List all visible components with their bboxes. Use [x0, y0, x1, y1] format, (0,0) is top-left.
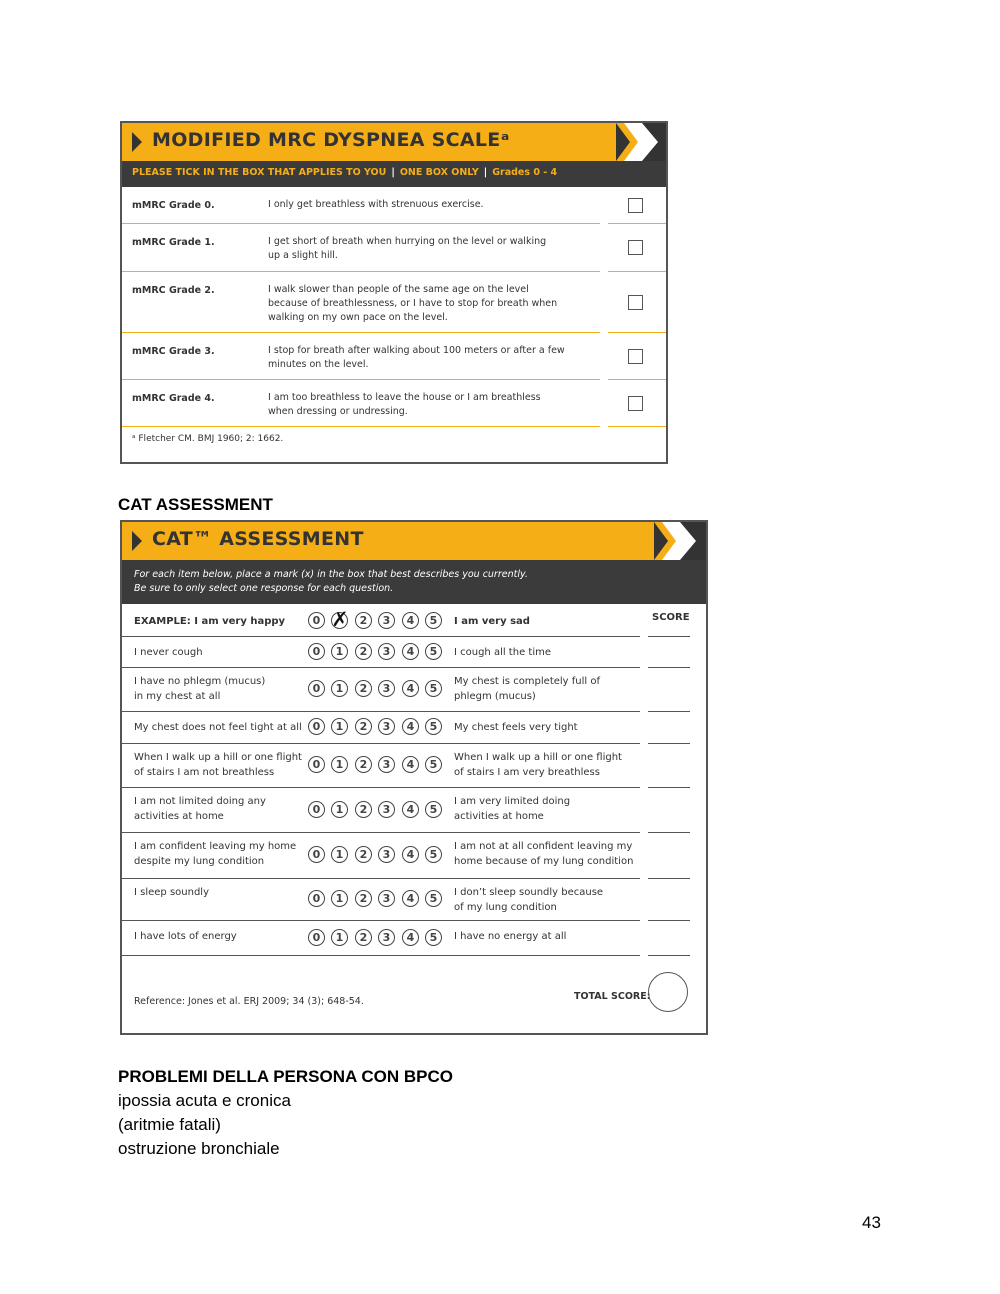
response-option-number: 3	[382, 720, 391, 733]
response-option-1[interactable]	[331, 846, 348, 863]
response-option-3[interactable]	[378, 643, 395, 660]
cat-item-row	[122, 712, 706, 744]
response-option-1[interactable]	[331, 680, 348, 697]
response-option-number: 2	[359, 930, 368, 944]
cat-left-statement: When I walk up a hill or one flight of stairs I am not breathless	[134, 752, 302, 778]
response-option-number: 1	[335, 848, 344, 861]
response-option-number: 3	[382, 613, 391, 627]
response-option-4[interactable]	[402, 718, 419, 735]
cat-item-row	[122, 879, 706, 921]
cat-response-scale	[308, 846, 448, 866]
response-option-1[interactable]	[331, 801, 348, 818]
response-option-4[interactable]	[402, 890, 419, 907]
response-option-0[interactable]	[308, 680, 325, 697]
mrc-title: MODIFIED MRC DYSPNEA SCALEᵃ	[152, 129, 510, 151]
cat-reference: Reference: Jones et al. ERJ 2009; 34 (3); 648-54.	[134, 996, 364, 1007]
response-option-number: 1	[335, 892, 344, 905]
response-option-0[interactable]	[308, 612, 325, 629]
response-option-number: 5	[429, 644, 438, 658]
cat-response-scale	[308, 756, 448, 776]
response-option-number: 1	[335, 930, 344, 944]
response-option-1[interactable]	[331, 929, 348, 946]
cat-response-scale	[308, 929, 448, 949]
mrc-footnote: ᵃ Fletcher CM. BMJ 1960; 2: 1662.	[132, 434, 284, 444]
cat-response-scale	[308, 718, 448, 738]
mrc-grade-description: I walk slower than people of the same age on the level because of breathlessness, or I have to stop for breath when walking on my own pace on the level.	[268, 284, 558, 323]
cat-title: CAT™ ASSESSMENT	[152, 528, 364, 550]
cat-right-statement: My chest is completely full of phlegm (mucus)	[454, 676, 601, 702]
response-option-number: 0	[312, 848, 321, 861]
cat-response-scale	[308, 680, 448, 700]
mrc-grade-label: mMRC Grade 2.	[132, 285, 215, 296]
score-header: SCORE	[652, 612, 690, 623]
response-option-number: 0	[312, 720, 321, 733]
response-option-3[interactable]	[378, 890, 395, 907]
mrc-row	[122, 187, 666, 224]
instruction-part-1: PLEASE TICK IN THE BOX THAT APPLIES TO YOU	[132, 167, 387, 178]
response-option-4[interactable]	[402, 846, 419, 863]
cat-right-statement: I am very limited doing activities at home	[454, 796, 571, 822]
response-option-0[interactable]	[308, 718, 325, 735]
response-option-2[interactable]	[355, 612, 372, 629]
cat-right-statement: I cough all the time	[454, 647, 551, 658]
response-option-number: 2	[359, 758, 368, 771]
chevron-icon	[616, 123, 666, 161]
response-option-0[interactable]	[308, 890, 325, 907]
response-option-4[interactable]	[402, 756, 419, 773]
cat-instruction-bar	[122, 560, 706, 604]
cat-left-statement: EXAMPLE: I am very happy	[134, 616, 286, 627]
response-option-3[interactable]	[378, 718, 395, 735]
cat-left-statement: I sleep soundly	[134, 887, 209, 898]
response-option-2[interactable]	[355, 890, 372, 907]
row-divider	[122, 955, 640, 956]
response-option-number: 1	[335, 802, 344, 816]
response-option-4[interactable]	[402, 929, 419, 946]
response-option-2[interactable]	[355, 756, 372, 773]
section-line: ipossia acuta e cronica	[118, 1091, 291, 1110]
response-option-number: 3	[382, 930, 391, 944]
response-option-3[interactable]	[378, 756, 395, 773]
response-option-2[interactable]	[355, 846, 372, 863]
mrc-grade-label: mMRC Grade 1.	[132, 237, 215, 248]
response-option-5[interactable]	[425, 801, 442, 818]
cat-item-row	[122, 833, 706, 879]
cat-item-row	[122, 668, 706, 712]
x-mark-icon: ✗	[331, 606, 349, 631]
score-field[interactable]	[648, 955, 690, 956]
response-option-number: 0	[312, 892, 321, 905]
mrc-dyspnea-scale-card	[120, 121, 668, 464]
response-option-number: 4	[406, 802, 415, 816]
response-option-0[interactable]	[308, 846, 325, 863]
response-option-number: 5	[429, 930, 438, 944]
response-option-number: 4	[406, 848, 415, 861]
response-option-number: 0	[312, 613, 321, 627]
response-option-5[interactable]	[425, 643, 442, 660]
response-option-4[interactable]	[402, 643, 419, 660]
response-option-2[interactable]	[355, 643, 372, 660]
cat-instruction-1: For each item below, place a mark (x) in the box that best describes you currently.	[134, 569, 528, 580]
response-option-3[interactable]	[378, 929, 395, 946]
cat-right-statement: My chest feels very tight	[454, 722, 578, 733]
mrc-row	[122, 380, 666, 427]
response-option-number: 4	[406, 644, 415, 658]
response-option-number: 4	[406, 930, 415, 944]
cat-left-statement: I am confident leaving my home despite my lung condition	[134, 841, 297, 867]
instruction-part-2: ONE BOX ONLY	[399, 167, 479, 178]
mrc-grade-description: I get short of breath when hurrying on the level or walking up a slight hill.	[268, 236, 547, 261]
cat-heading: CAT ASSESSMENT	[118, 495, 273, 514]
response-option-number: 4	[406, 720, 415, 733]
cat-right-statement: I don’t sleep soundly because of my lung condition	[454, 887, 604, 913]
mrc-grade-checkbox[interactable]	[628, 295, 643, 310]
response-option-1[interactable]	[331, 718, 348, 735]
section-heading: PROBLEMI DELLA PERSONA CON BPCO	[118, 1067, 453, 1086]
response-option-number: 2	[359, 682, 368, 695]
response-option-number: 4	[406, 892, 415, 905]
response-option-number: 0	[312, 644, 321, 658]
cat-item-row	[122, 637, 706, 668]
mrc-grade-label: mMRC Grade 4.	[132, 393, 215, 404]
cat-left-statement: I have no phlegm (mucus) in my chest at all	[134, 676, 266, 702]
response-option-number: 1	[335, 720, 344, 733]
response-option-2[interactable]	[355, 680, 372, 697]
response-option-3[interactable]	[378, 612, 395, 629]
response-option-number: 2	[359, 644, 368, 658]
mrc-instruction-bar	[122, 161, 666, 187]
response-option-number: 5	[429, 892, 438, 905]
cat-right-statement: When I walk up a hill or one flight of stairs I am very breathless	[454, 752, 622, 778]
mrc-grade-checkbox[interactable]	[628, 198, 643, 213]
mrc-grade-label: mMRC Grade 0.	[132, 200, 215, 211]
response-option-number: 1	[335, 682, 344, 695]
response-option-5[interactable]	[425, 612, 442, 629]
response-option-number: 5	[429, 758, 438, 771]
cat-right-statement: I am very sad	[454, 616, 530, 627]
mrc-instruction: PLEASE TICK IN THE BOX THAT APPLIES TO YOU | ONE BOX ONLY | Grades 0 - 4	[132, 167, 558, 178]
response-option-number: 0	[312, 758, 321, 771]
cat-response-scale	[308, 643, 448, 663]
response-option-number: 3	[382, 682, 391, 695]
response-option-number: 2	[359, 802, 368, 816]
response-option-2[interactable]	[355, 801, 372, 818]
response-option-4[interactable]	[402, 801, 419, 818]
mrc-grade-checkbox[interactable]	[628, 349, 643, 364]
response-option-number: 0	[312, 930, 321, 944]
mrc-grade-description: I am too breathless to leave the house or I am breathless when dressing or undressing.	[268, 392, 541, 417]
response-option-3[interactable]	[378, 801, 395, 818]
chevron-icon	[654, 522, 706, 560]
cat-instruction-2: Be sure to only select one response for each question.	[134, 583, 394, 594]
section-line: (aritmie fatali)	[118, 1115, 221, 1134]
mrc-grade-checkbox[interactable]	[628, 396, 643, 411]
response-option-5[interactable]	[425, 756, 442, 773]
cat-left-statement: I am not limited doing any activities at home	[134, 796, 266, 822]
response-option-1[interactable]	[331, 643, 348, 660]
response-option-number: 2	[359, 613, 368, 627]
response-option-number: 4	[406, 758, 415, 771]
response-option-number: 4	[406, 613, 415, 627]
cat-response-scale	[308, 606, 448, 632]
response-option-4[interactable]	[402, 612, 419, 629]
response-option-number: 2	[359, 848, 368, 861]
response-option-0[interactable]	[308, 643, 325, 660]
response-option-1[interactable]	[331, 756, 348, 773]
response-option-5[interactable]	[425, 929, 442, 946]
response-option-1[interactable]	[331, 606, 349, 631]
response-option-5[interactable]	[425, 718, 442, 735]
cat-item-row	[122, 788, 706, 833]
cat-left-statement: I have lots of energy	[134, 931, 237, 942]
cat-response-scale	[308, 890, 448, 910]
response-option-number: 5	[429, 682, 438, 695]
response-option-number: 5	[429, 848, 438, 861]
section-line: ostruzione bronchiale	[118, 1139, 280, 1158]
mrc-grade-checkbox[interactable]	[628, 240, 643, 255]
response-option-3[interactable]	[378, 846, 395, 863]
response-option-number: 2	[359, 720, 368, 733]
cat-banner	[122, 522, 654, 560]
cat-item-row	[122, 744, 706, 788]
response-option-number: 5	[429, 720, 438, 733]
mrc-grade-description: I stop for breath after walking about 100 meters or after a few minutes on the level.	[268, 345, 565, 370]
cat-response-scale	[308, 801, 448, 821]
mrc-banner	[122, 123, 616, 161]
mrc-row	[122, 224, 666, 272]
total-score-field[interactable]	[648, 972, 688, 1012]
response-option-number: 3	[382, 892, 391, 905]
response-option-3[interactable]	[378, 680, 395, 697]
row-divider	[122, 426, 600, 427]
banner-arrow-icon	[132, 531, 142, 551]
total-score-label: TOTAL SCORE:	[574, 991, 651, 1002]
mrc-grade-description: I only get breathless with strenuous exercise.	[268, 199, 484, 210]
response-option-number: 5	[429, 802, 438, 816]
mrc-grade-label: mMRC Grade 3.	[132, 346, 215, 357]
response-option-5[interactable]	[425, 680, 442, 697]
response-option-number: 0	[312, 682, 321, 695]
page-number: 43	[862, 1213, 881, 1232]
instruction-part-3: Grades 0 - 4	[492, 167, 558, 178]
response-option-5[interactable]	[425, 890, 442, 907]
row-divider	[608, 426, 666, 427]
cat-left-statement: I never cough	[134, 647, 203, 658]
response-option-number: 4	[406, 682, 415, 695]
cat-assessment-card	[120, 520, 708, 1035]
response-option-4[interactable]	[402, 680, 419, 697]
response-option-2[interactable]	[355, 718, 372, 735]
banner-arrow-icon	[132, 132, 142, 152]
mrc-row	[122, 333, 666, 380]
cat-item-row	[122, 921, 706, 956]
response-option-number: 3	[382, 644, 391, 658]
response-option-2[interactable]	[355, 929, 372, 946]
response-option-number: 5	[429, 613, 438, 627]
cat-left-statement: My chest does not feel tight at all	[134, 722, 302, 733]
response-option-0[interactable]	[308, 801, 325, 818]
response-option-number: 1	[335, 644, 344, 658]
response-option-5[interactable]	[425, 846, 442, 863]
response-option-number: 3	[382, 848, 391, 861]
response-option-number: 3	[382, 802, 391, 816]
cat-example-row	[122, 606, 706, 637]
cat-right-statement: I am not at all confident leaving my home because of my lung condition	[454, 841, 634, 867]
response-option-number: 0	[312, 802, 321, 816]
response-option-number: 3	[382, 758, 391, 771]
mrc-row	[122, 272, 666, 333]
response-option-1[interactable]	[331, 890, 348, 907]
response-option-number: 1	[335, 758, 344, 771]
response-option-0[interactable]	[308, 929, 325, 946]
response-option-0[interactable]	[308, 756, 325, 773]
response-option-number: 2	[359, 892, 368, 905]
cat-right-statement: I have no energy at all	[454, 931, 567, 942]
